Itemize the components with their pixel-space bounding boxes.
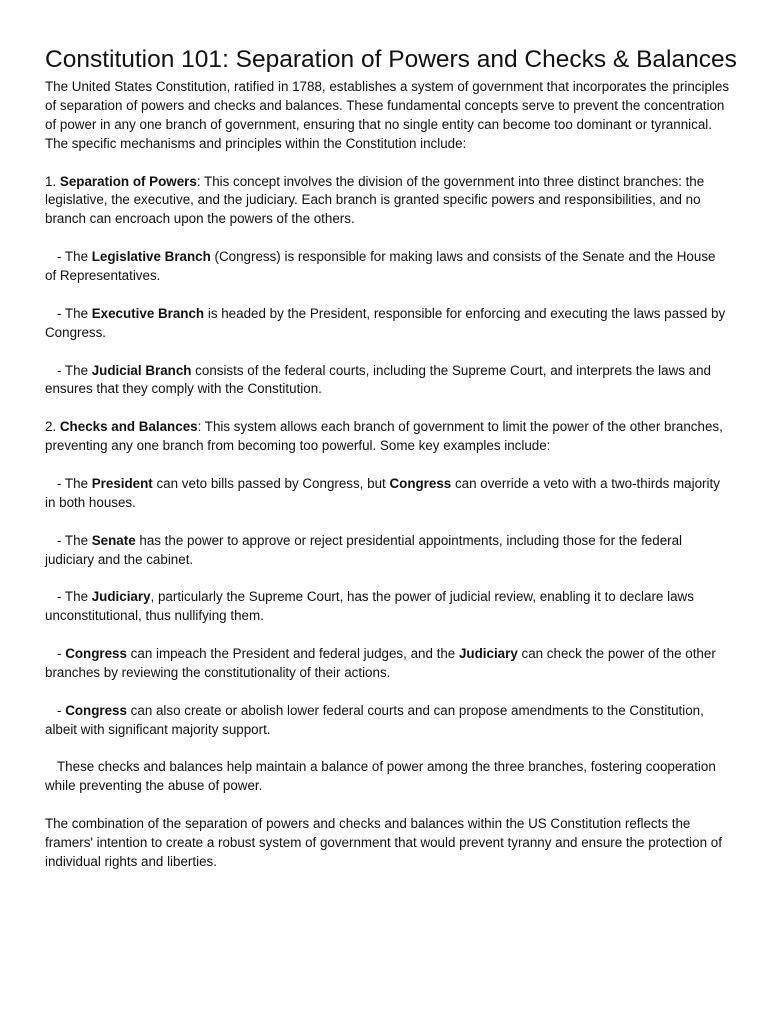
executive-term: Executive Branch <box>91 305 205 321</box>
spacer <box>45 740 730 759</box>
courts-item <box>45 702 730 740</box>
item-prefix: - The <box>57 305 92 321</box>
list-number: 1. <box>45 173 60 189</box>
senate-item <box>45 532 730 570</box>
judicial-term: Judicial Branch <box>91 362 192 378</box>
separation-text: : This concept involves the division of the government into three distinct branches: the legislative, the executive, and the judiciary. Each branch is granted specific powers and responsibilities, and no branch can encroach upon the powers of the others. <box>45 173 705 227</box>
spacer <box>45 456 730 475</box>
impeach-item <box>45 645 730 683</box>
checks-summary <box>45 758 730 796</box>
separation-heading: Separation of Powers <box>59 173 197 189</box>
president-text: can override a veto with a two-thirds majority in both houses. <box>45 475 720 510</box>
spacer <box>45 154 730 173</box>
spacer <box>45 569 730 588</box>
courts-text: can also create or abolish lower federal courts and can propose amendments to the Constitution, albeit with significant majority support. <box>45 702 704 737</box>
judiciary-term: Judiciary <box>91 589 151 605</box>
president-term: President <box>91 475 153 491</box>
spacer <box>45 513 730 532</box>
conclusion-paragraph: The combination of the separation of powers and checks and balances within the US Constitution reflects the framers' intention to create a robust system of government that would prevent tyranny and ensure the protection of individual rights and liberties. <box>45 816 722 869</box>
senate-text: has the power to approve or reject presidential appointments, including those for the federal judiciary and the cabinet. <box>45 532 683 567</box>
impeach-mid: can impeach the President and federal judges, and the <box>126 646 459 662</box>
president-mid: can veto bills passed by Congress, but <box>152 475 390 491</box>
legislative-text: (Congress) is responsible for making laws and consists of the Senate and the House of Representatives. <box>45 249 716 284</box>
congress-term: Congress <box>389 475 452 491</box>
spacer <box>45 399 730 418</box>
spacer <box>45 626 730 645</box>
list-number: 2. <box>45 419 60 435</box>
item-prefix: - The <box>57 249 92 265</box>
item-prefix: - The <box>57 532 92 548</box>
spacer <box>45 683 730 702</box>
judiciary-item <box>45 588 730 626</box>
congress-term: Congress <box>65 702 127 718</box>
judiciary-term: Judiciary <box>458 646 518 662</box>
item-prefix: - The <box>57 362 92 378</box>
president-item <box>45 475 730 513</box>
judicial-text: consists of the federal courts, including the Supreme Court, and interprets the laws and ensures that they comply with the Constitution. <box>45 362 711 397</box>
congress-term: Congress <box>65 646 127 662</box>
executive-text: is headed by the President, responsible for enforcing and executing the laws passed by Congress. <box>45 305 726 340</box>
impeach-text: can check the power of the other branches by reviewing the constitutionality of their actions. <box>45 646 716 680</box>
legislative-term: Legislative Branch <box>91 249 211 265</box>
item-prefix: - The <box>57 475 92 491</box>
spacer <box>45 229 730 248</box>
judiciary-text: , particularly the Supreme Court, has the power of judicial review, enabling it to declare laws unconstitutional, thus nullifying them. <box>45 589 694 624</box>
spacer <box>45 286 730 305</box>
judicial-item <box>45 362 730 400</box>
summary-text: These checks and balances help maintain a balance of power among the three branches, fostering cooperation while preventing the abuse of power. <box>45 759 716 794</box>
checks-paragraph <box>45 418 730 456</box>
intro-paragraph: The United States Constitution, ratified in 1788, establishes a system of government that incorporates the principles of separation of powers and checks and balances. These fundamental concepts serve to prevent the concentration of power in any one branch of government, ensuring that no single entity can become too dominant or tyrannical. The specific mechanisms and principles within the Constitution include: <box>45 79 730 151</box>
item-prefix: - <box>57 646 66 662</box>
checks-text: : This system allows each branch of government to limit the power of the other branches, preventing any one branch from becoming too powerful. Some key examples include: <box>45 419 723 454</box>
spacer <box>45 796 730 815</box>
checks-heading: Checks and Balances <box>59 419 198 435</box>
item-prefix: - <box>57 702 66 718</box>
page-title: Constitution 101: Separation of Powers and Checks & Balances <box>45 46 737 73</box>
document-body <box>45 44 737 872</box>
separation-paragraph <box>45 173 730 230</box>
spacer <box>45 343 730 362</box>
senate-term: Senate <box>91 532 136 548</box>
item-prefix: - The <box>57 589 92 605</box>
executive-item <box>45 305 730 343</box>
legislative-item <box>45 248 730 286</box>
